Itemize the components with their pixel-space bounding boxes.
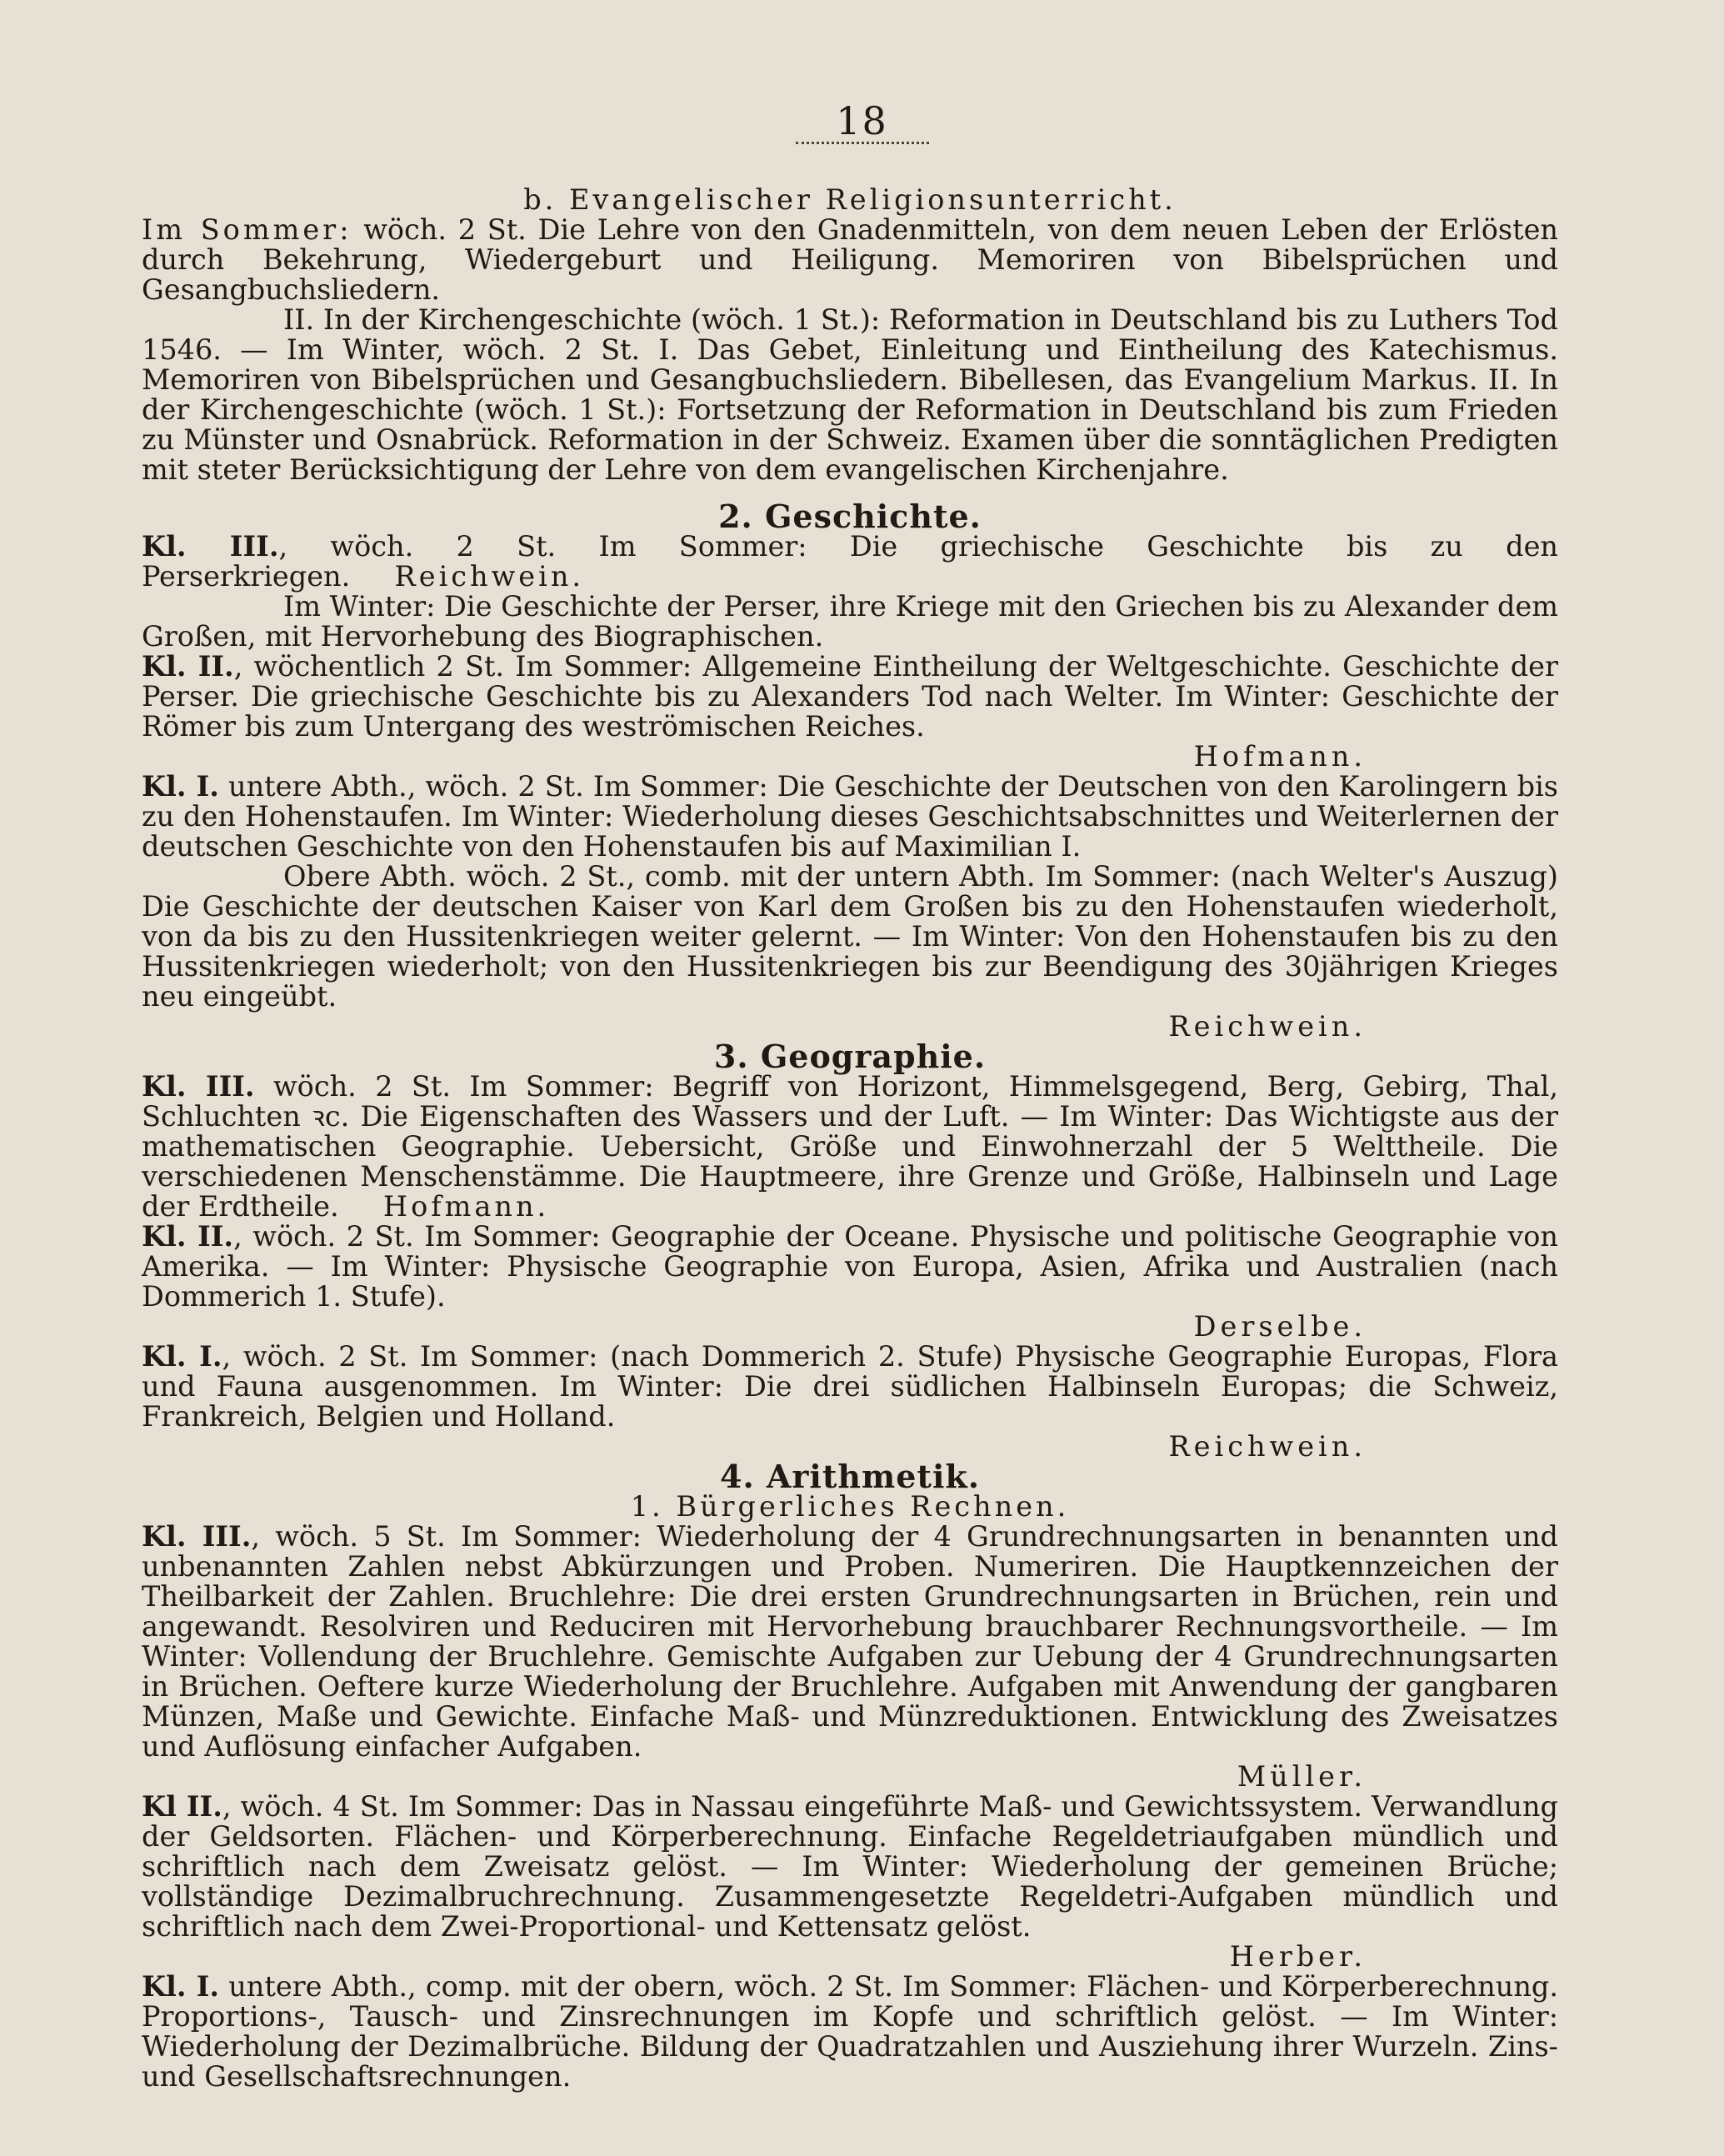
paragraph-text: , wöch. 5 St. Im Sommer: Wiederholung der 4 Grundrechnungsarten in benannten und unbenannten Zahlen nebst Abkürzungen und Proben. Numeriren. Die Hauptkennzeichen der Theilbarkeit der Zahlen. Bruchlehre: Die drei ersten Grundrechnungsarten in Brüchen, rein und angewandt. Resolviren und Reduciren mit Hervorhebung brauchbarer Rechnungsvortheile. — Im Winter: Vollendung der Bruchlehre. Gemischte Aufgaben zur Uebung der 4 Grundrechnungsarten in Brüchen. Oeftere kurze Wiederholung der Bruchlehre. Aufgaben mit Anwendung der gangbaren Münzen, Maße und Gewichte. Einfache Maß- und Münzreduktionen. Entwicklung des Zweisatzes und Auflösung einfacher Aufgaben. bbox=[142, 1520, 1558, 1763]
paragraph-text: , wöch. 2 St. Im Sommer: (nach Dommerich 2. Stufe) Physische Geographie Europas, Flora und Fauna ausgenommen. Im Winter: Die drei südlichen Halbinseln Europas; die Schweiz, Frankreich, Belgien und Holland. bbox=[142, 1340, 1558, 1433]
paragraph-text: , wöch. 2 St. Im Sommer: Geographie der Oceane. Physische und politische Geographie von Amerika. — Im Winter: Physische Geographie von Europa, Asien, Afrika und Australien (nach Dommerich 1. Stufe). bbox=[142, 1220, 1559, 1313]
class-label: Kl. II. bbox=[142, 650, 234, 683]
section-heading-arithmetik: 4. Arithmetik. bbox=[720, 1458, 980, 1495]
paragraph-geschichte-kl1-upper: Obere Abth. wöch. 2 St., comb. mit der untern Abth. Im Sommer: (nach Welter's Auszug) Die Geschichte der deutschen Kaiser von Karl dem Großen bis zu den Hohenstaufen wiederholt, von da bis zu den Hussitenkriegen weiter gelernt. — Im Winter: Von den Hohenstaufen bis zu den Hussitenkriegen wiederholt; von den Hussitenkriegen bis zur Beendigung des 30jährigen Krieges neu eingeübt. bbox=[142, 860, 1558, 1013]
paragraph-arithmetik-kl2 bbox=[142, 1792, 1558, 1942]
class-label: Kl. I. bbox=[142, 770, 219, 803]
class-label: Kl. I. bbox=[142, 1340, 222, 1373]
paragraph-religion-church-history: II. In der Kirchengeschichte (wöch. 1 St.): Reformation in Deutschland bis zu Luthers Tod 1546. — Im Winter, wöch. 2 St. I. Das Gebet, Einleitung und Eintheilung des Katechismus. Memoriren von Bibelsprüchen und Gesangbuchsliedern. Bibellesen, das Evangelium Markus. II. In der Kirchengeschichte (wöch. 1 St.): Fortsetzung der Reformation in Deutschland bis zum Frieden zu Münster und Osnabrück. Reformation in der Schweiz. Examen über die sonntäglichen Predigten mit steter Berücksichtigung der Lehre von dem evangelischen Kirchenjahre. bbox=[142, 303, 1558, 486]
paragraph-geographie-kl2 bbox=[142, 1222, 1558, 1312]
paragraph-geographie-kl1 bbox=[142, 1342, 1558, 1432]
paragraph-text: wöch. 2 St. Die Lehre von den Gnadenmitteln, von dem neuen Leben der Erlösten durch Bekehrung, Wiedergeburt und Heiligung. Memoriren von Bibelsprüchen und Gesangbuchsliedern. bbox=[142, 213, 1558, 306]
paragraph-arithmetik-kl3 bbox=[142, 1522, 1558, 1762]
page-number-rule bbox=[796, 142, 929, 144]
section-heading-religion: b. Evangelischer Religionsunterricht. bbox=[523, 183, 1177, 216]
term-im-sommer: Im Sommer: bbox=[142, 213, 352, 246]
paragraph-arithmetik-kl1 bbox=[142, 1972, 1558, 2092]
paragraph-text: , wöchentlich 2 St. Im Sommer: Allgemeine Eintheilung der Weltgeschichte. Geschichte der Perser. Die griechische Geschichte bis zu Alexanders Tod nach Welter. Im Winter: Geschichte der Römer bis zum Untergang des weströmischen Reiches. bbox=[142, 650, 1558, 743]
class-label: Kl. III. bbox=[142, 1070, 255, 1103]
section-heading-geographie: 3. Geographie. bbox=[713, 1038, 987, 1075]
paragraph-text: , wöch. 2 St. Im Sommer: Die griechische Geschichte bis zu den Perserkriegen. bbox=[142, 530, 1558, 593]
page-body bbox=[142, 185, 1558, 2092]
teacher-name: Reichwein. bbox=[1168, 1430, 1367, 1463]
teacher-name: Hofmann. bbox=[1193, 740, 1367, 773]
paragraph-text: untere Abth., wöch. 2 St. Im Sommer: Die Geschichte der Deutschen von den Karolingern bis zu den Hohenstaufen. Im Winter: Wiederholung dieses Geschichtsabschnittes und Weiterlernen der deutschen Geschichte von den Hohenstaufen bis auf Maximilian I. bbox=[142, 770, 1558, 863]
teacher-name: Hofmann. bbox=[382, 1190, 550, 1223]
paragraph-geschichte-kl3-winter: Im Winter: Die Geschichte der Perser, ihre Kriege mit den Griechen bis zu Alexander dem Großen, mit Hervorhebung des Biographischen. bbox=[142, 590, 1558, 653]
teacher-name: Derselbe. bbox=[1193, 1310, 1367, 1343]
class-label: Kl. III. bbox=[142, 530, 279, 563]
section-heading-geschichte: 2. Geschichte. bbox=[718, 498, 982, 535]
subsection-heading-buergerliches-rechnen: 1. Bürgerliches Rechnen. bbox=[630, 1490, 1070, 1523]
paragraph-geschichte-kl1 bbox=[142, 772, 1558, 862]
paragraph-geschichte-kl2 bbox=[142, 652, 1558, 742]
teacher-name: Müller. bbox=[1237, 1760, 1367, 1793]
paragraph-geschichte-kl3 bbox=[142, 532, 1558, 592]
class-label: Kl. II. bbox=[142, 1220, 234, 1253]
class-label: Kl. I. bbox=[142, 1970, 220, 2003]
paragraph-text: untere Abth., comp. mit der obern, wöch. 2 St. Im Sommer: Flächen- und Körperberechnung. Proportions-, Tausch- und Zinsrechnungen im Kopfe und schriftlich gelöst. — Im Winter: Wiederholung der Dezimalbrüche. Bildung der Quadratzahlen und Ausziehung ihrer Wurzeln. Zins- und Gesellschaftsrechnungen. bbox=[142, 1970, 1558, 2093]
paragraph-text: wöch. 2 St. Im Sommer: Begriff von Horizont, Himmelsgegend, Berg, Gebirg, Thal, Schluchten ꝛc. Die Eigenschaften des Wassers und der Luft. — Im Winter: Das Wichtigste aus der mathematischen Geographie. Uebersicht, Größe und Einwohnerzahl der 5 Welttheile. Die verschiedenen Menschenstämme. Die Hauptmeere, ihre Grenze und Größe, Halbinseln und Lage der Erdtheile. bbox=[142, 1070, 1558, 1223]
page-number: 18 bbox=[836, 98, 888, 143]
teacher-name: Reichwein. bbox=[1168, 1010, 1367, 1043]
class-label: Kl. III. bbox=[142, 1520, 252, 1553]
paragraph-geographie-kl3 bbox=[142, 1072, 1558, 1222]
class-label: Kl II. bbox=[142, 1790, 222, 1823]
paragraph-religion-summer bbox=[142, 215, 1558, 305]
teacher-name: Reichwein. bbox=[394, 560, 585, 593]
teacher-name: Herber. bbox=[1229, 1940, 1367, 1973]
paragraph-text: , wöch. 4 St. Im Sommer: Das in Nassau eingeführte Maß- und Gewichtssystem. Verwandlung der Geldsorten. Flächen- und Körperberechnung. Einfache Regeldetriaufgaben mündlich und schriftlich nach dem Zweisatz gelöst. — Im Winter: Wiederholung der gemeinen Brüche; vollständige Dezimalbruchrechnung. Zusammengesetzte Regeldetri-Aufgaben mündlich und schriftlich nach dem Zwei-Proportional- und Kettensatz gelöst. bbox=[142, 1790, 1558, 1943]
